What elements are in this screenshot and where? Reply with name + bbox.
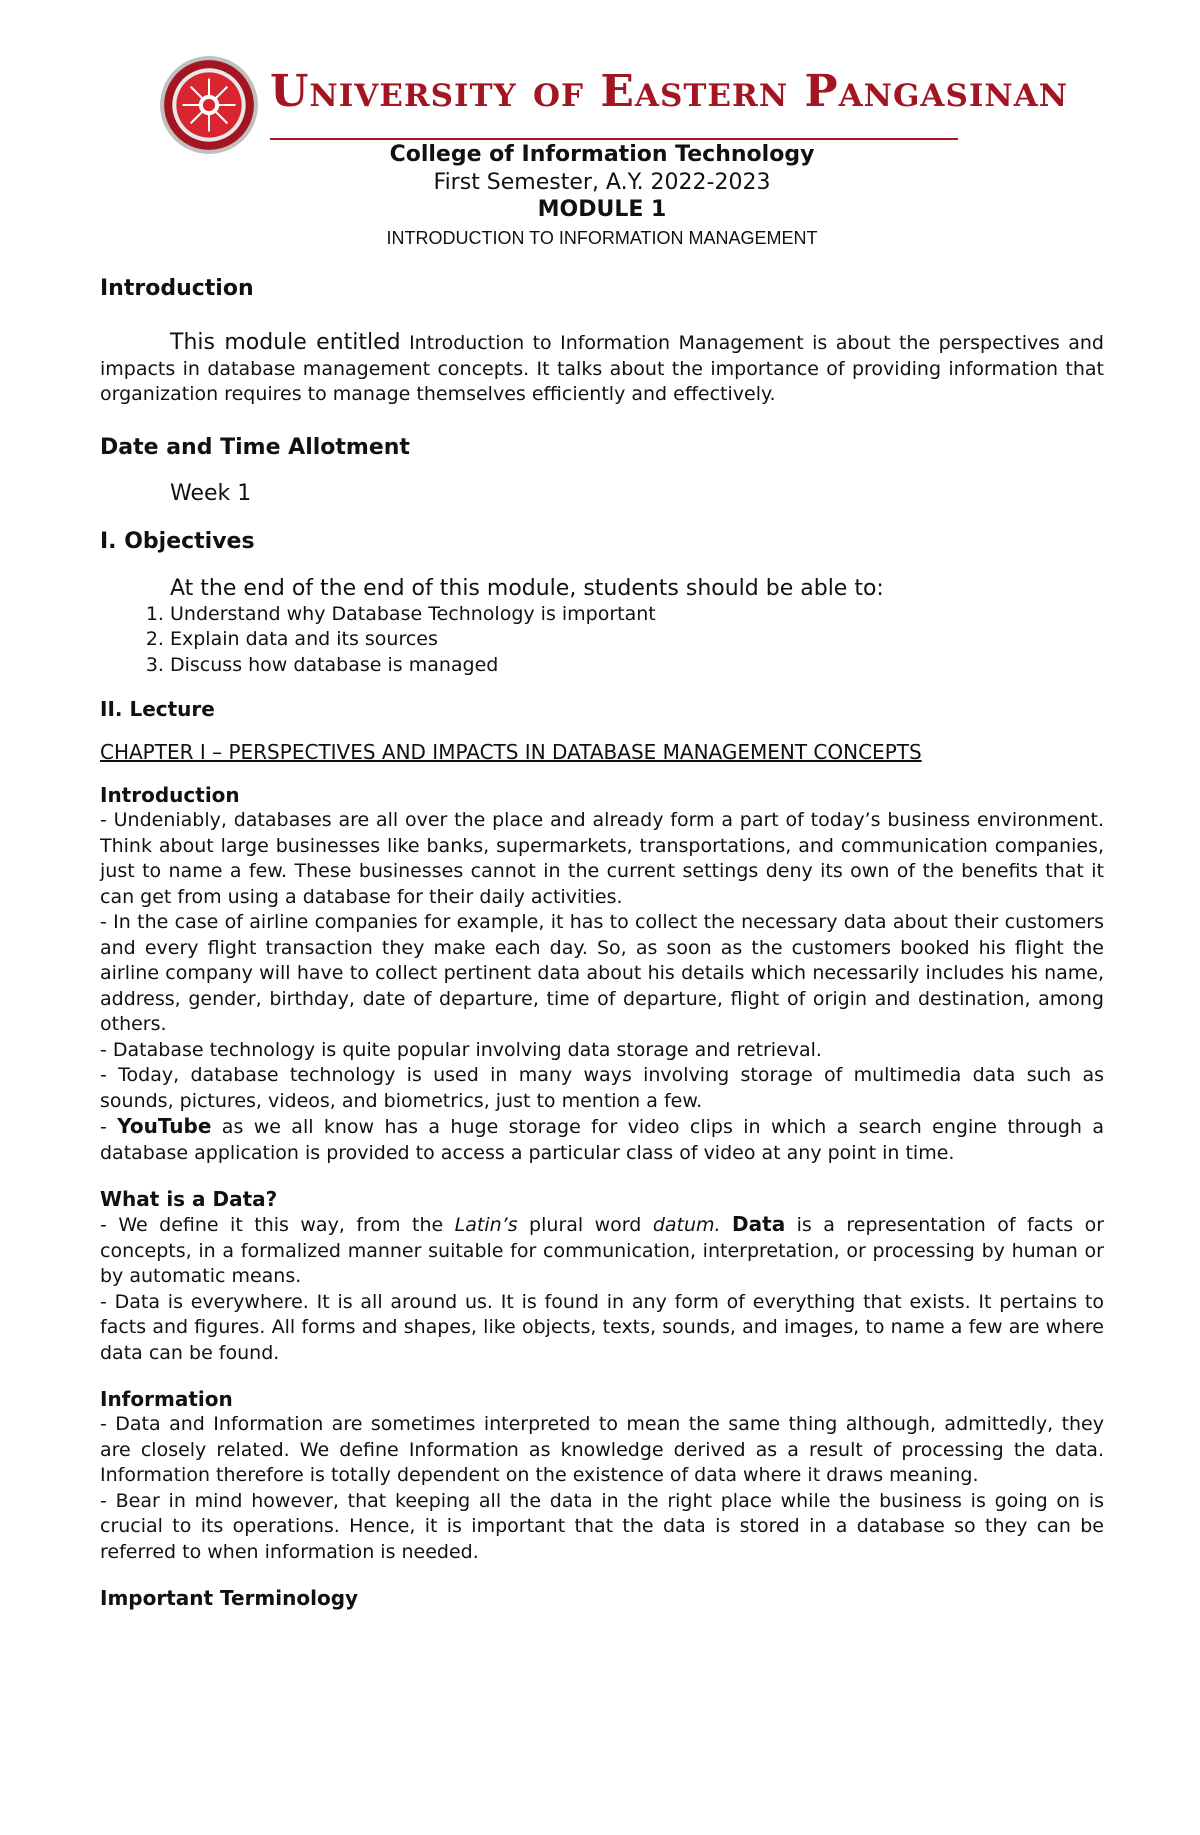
intro-paragraph <box>100 330 1104 408</box>
lecture-intro-paragraph: - Undeniably, databases are all over the place and already form a part of today’s business environment. Think about large businesses like banks, supermarkets, transportations, and communication companies, just to name a few. These businesses cannot in the current settings deny its own of the benefits that it can get from using a database for their daily activities. <box>100 809 1104 908</box>
data-paragraph <box>100 1212 1104 1290</box>
document-body <box>100 275 1104 1611</box>
intro-heading: Introduction <box>100 276 254 301</box>
list-item: 2. Explain data and its sources <box>170 627 1104 653</box>
data-bold: Data <box>732 1212 786 1236</box>
objectives-list <box>100 602 1104 679</box>
datum-word: datum. <box>652 1214 721 1236</box>
lecture-intro-paragraph: - Database technology is quite popular involving data storage and retrieval. <box>100 1038 822 1061</box>
lecture-intro-paragraph: - In the case of airline companies for example, it has to collect the necessary data about their customers and every flight transaction they make each day. So, as soon as the customers booked his flight the airline company will have to collect pertinent data about his details which necessarily includes his name, address, gender, birthday, date of departure, time of departure, flight of origin and destination, among others. <box>100 911 1104 1035</box>
youtube-bold: YouTube <box>117 1114 212 1138</box>
intro-body: Introduction to Information Management is about the perspectives and impacts in database management concepts. It talks about the importance of providing information that organization requires to manage themselves efficiently and effectively. <box>100 332 1104 405</box>
objectives-heading: I. Objectives <box>100 528 255 554</box>
latin-word: Latin’s <box>454 1214 518 1236</box>
module-number: MODULE 1 <box>537 197 667 222</box>
lecture-intro-paragraph: - Today, database technology is used in many ways involving storage of multimedia data such as sounds, pictures, videos, and biometrics, just to mention a few. <box>100 1064 1104 1112</box>
data-text: - We define it this way, from the <box>100 1214 455 1236</box>
data-text: is a representation of facts or concepts, in a formalized manner suitable for communication, interpretation, or processing by human or by automatic means. <box>100 1214 1105 1287</box>
lecture-intro-heading: Introduction <box>100 783 240 807</box>
data-text: plural word <box>517 1214 653 1236</box>
youtube-paragraph <box>100 1114 1104 1166</box>
header-divider <box>270 138 958 140</box>
terminology-heading: Important Terminology <box>100 1586 359 1610</box>
list-item: 3. Discuss how database is managed <box>170 653 1104 679</box>
youtube-prefix: - <box>100 1116 118 1138</box>
information-paragraph: - Data and Information are sometimes interpreted to mean the same thing although, admittedly, they are closely related. We define Information as knowledge derived as a result of processing the data. Information therefore is totally dependent on the existence of data where it draws meaning. <box>100 1413 1104 1486</box>
youtube-rest: as we all know has a huge storage for video clips in which a search engine through a database application is provided to access a particular class of video at any point in time. <box>100 1116 1104 1164</box>
objectives-lead: At the end of the end of this module, students should be able to: <box>170 575 884 601</box>
lecture-heading: II. Lecture <box>100 697 215 721</box>
list-item: 1. Understand why Database Technology is important <box>170 602 1104 628</box>
university-name: University of Eastern Pangasinan <box>270 66 1069 117</box>
semester-label: First Semester, A.Y. 2022-2023 <box>433 170 771 195</box>
allotment-heading: Date and Time Allotment <box>100 434 410 460</box>
college-name: College of Information Technology <box>389 142 815 167</box>
data-paragraph: - Data is everywhere. It is all around us. It is found in any form of everything that exists. It pertains to facts and figures. All forms and shapes, like objects, texts, sounds, and images, to name a few are where data can be found. <box>100 1290 1104 1364</box>
chapter-title: CHAPTER I – PERSPECTIVES AND IMPACTS IN DATABASE MANAGEMENT CONCEPTS <box>100 740 922 764</box>
week-label: Week 1 <box>170 480 252 506</box>
data-heading: What is a Data? <box>100 1187 278 1211</box>
university-seal-icon <box>158 54 260 156</box>
information-heading: Information <box>100 1387 233 1411</box>
intro-lead: This module entitled <box>170 330 401 355</box>
information-paragraph: - Bear in mind however, that keeping all the data in the right place while the business is going on is crucial to its operations. Hence, it is important that the data is stored in a database so they can be referred to when information is needed. <box>100 1489 1104 1563</box>
data-space <box>721 1214 732 1236</box>
module-title: INTRODUCTION TO INFORMATION MANAGEMENT <box>386 228 818 248</box>
